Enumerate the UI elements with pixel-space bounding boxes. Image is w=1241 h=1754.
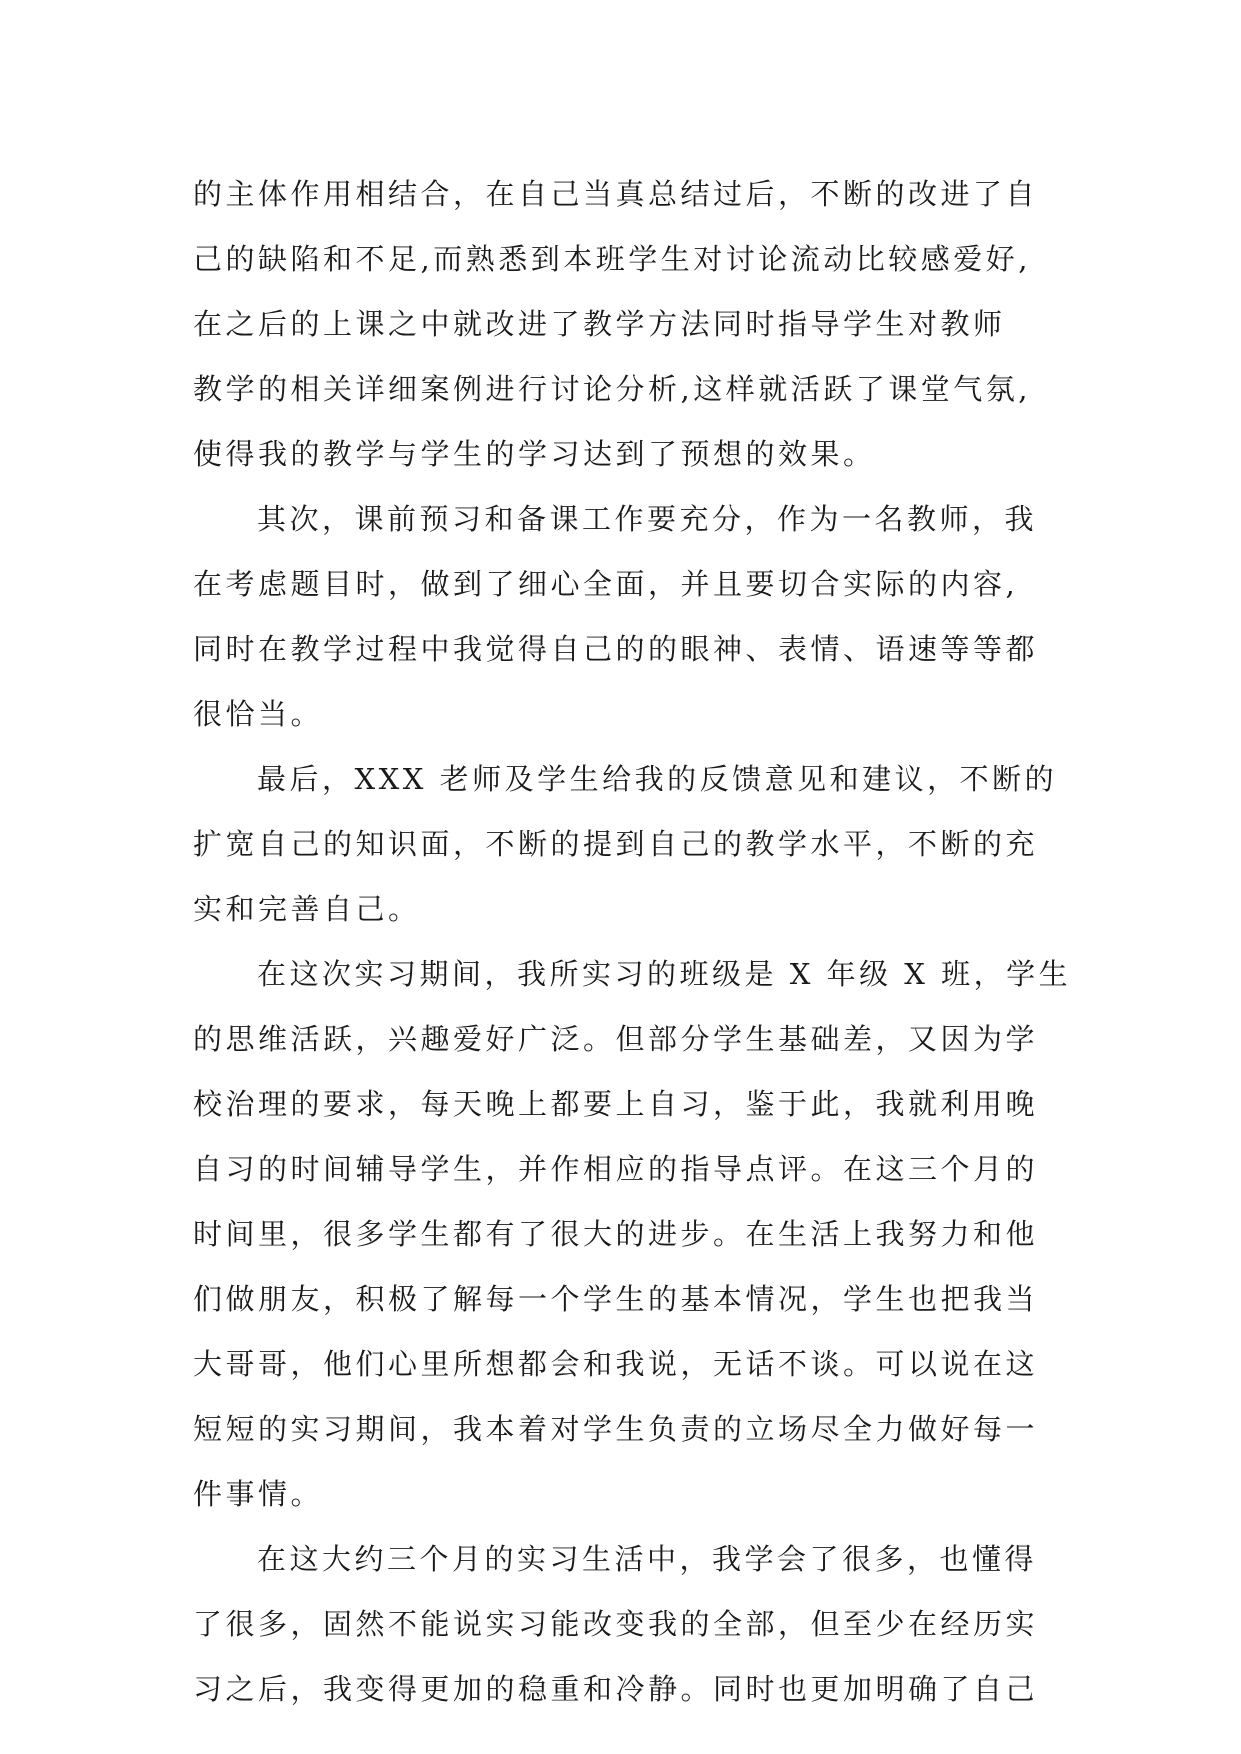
text-line: 教学的相关详细案例进行讨论分析,这样就活跃了课堂气氛, (193, 372, 1031, 406)
text-line: 的思维活跃，兴趣爱好广泛。但部分学生基础差，又因为学 (193, 1022, 1039, 1056)
text-line: 大哥哥，他们心里所想都会和我说，无话不谈。可以说在这 (193, 1347, 1039, 1381)
text-line: 在之后的上课之中就改进了教学方法同时指导学生对教师 (193, 307, 1006, 341)
text-line: 们做朋友，积极了解每一个学生的基本情况，学生也把我当 (193, 1282, 1039, 1316)
paragraph-first-line: 最后，XXX 老师及学生给我的反馈意见和建议，不断的 (257, 762, 1058, 796)
paragraph-first-line: 其次，课前预习和备课工作要充分，作为一名教师，我 (257, 502, 1038, 536)
body-text (193, 162, 1093, 1722)
text-line: 在考虑题目时，做到了细心全面，并且要切合实际的内容, (193, 567, 1019, 601)
text-line: 己的缺陷和不足,而熟悉到本班学生对讨论流动比较感爱好, (193, 242, 1031, 276)
text-line: 的主体作用相结合，在自己当真总结过后，不断的改进了自 (193, 177, 1039, 211)
paragraph-first-line: 在这次实习期间，我所实习的班级是 X 年级 X 班，学生 (257, 957, 1072, 991)
text-line: 实和完善自己。 (193, 892, 421, 926)
text-line: 使得我的教学与学生的学习达到了预想的效果。 (193, 437, 876, 471)
paragraph-first-line: 在这大约三个月的实习生活中，我学会了很多，也懂得 (257, 1542, 1038, 1576)
text-line: 自习的时间辅导学生，并作相应的指导点评。在这三个月的 (193, 1152, 1039, 1186)
text-line: 很恰当。 (193, 697, 324, 731)
text-line: 件事情。 (193, 1477, 324, 1511)
text-line: 校治理的要求，每天晚上都要上自习，鉴于此，我就利用晚 (193, 1087, 1039, 1121)
text-line: 短短的实习期间，我本着对学生负责的立场尽全力做好每一 (193, 1412, 1039, 1446)
text-line: 了很多，固然不能说实习能改变我的全部，但至少在经历实 (193, 1607, 1039, 1641)
text-line: 同时在教学过程中我觉得自己的的眼神、表情、语速等等都 (193, 632, 1039, 666)
text-line: 习之后，我变得更加的稳重和冷静。同时也更加明确了自己 (193, 1672, 1039, 1706)
text-line: 时间里，很多学生都有了很大的进步。在生活上我努力和他 (193, 1217, 1039, 1251)
text-line: 扩宽自己的知识面，不断的提到自己的教学水平，不断的充 (193, 827, 1039, 861)
